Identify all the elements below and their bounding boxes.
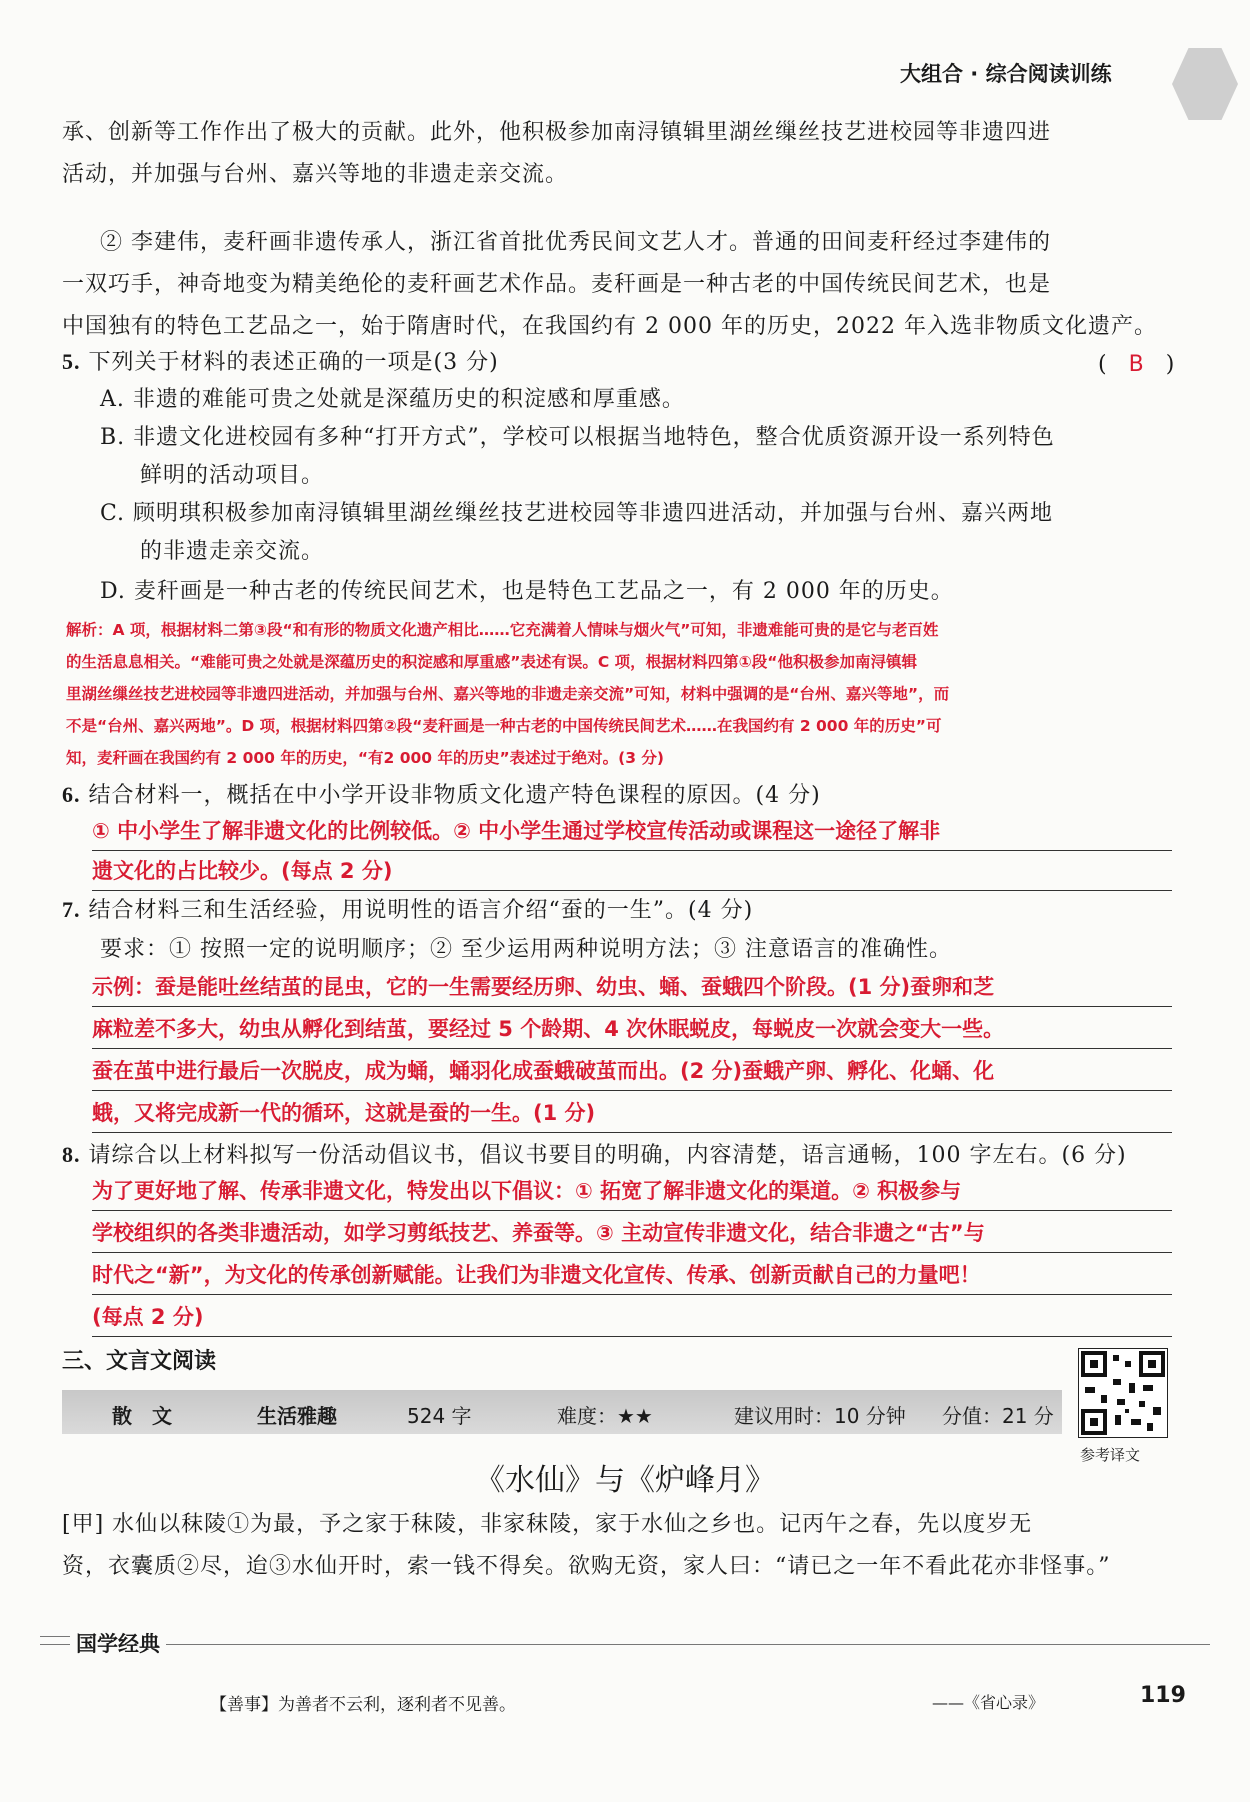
q6-stem: 6. 结合材料一，概括在中小学开设非物质文化遗产特色课程的原因。(4 分): [62, 782, 821, 808]
passage-title: 《水仙》与《炉峰月》: [475, 1463, 775, 1498]
section-title: 三、文言文阅读: [62, 1349, 217, 1374]
passage-line: 活动，并加强与台州、嘉兴等地的非遗走亲交流。: [62, 162, 569, 187]
band-time: 建议用时：10 分钟: [734, 1404, 906, 1428]
q8-answer: 为了更好地了解、传承非遗文化，特发出以下倡议：① 拓宽了解非遗文化的渠道。② 积极参与: [92, 1172, 1172, 1211]
q5-stem: 5. 下列关于材料的表述正确的一项是(3 分): [62, 349, 499, 375]
q5-option: C. 顾明琪积极参加南浔镇辑里湖丝缫丝技艺进校园等非遗四进活动，并加强与台州、嘉兴两地: [100, 501, 1054, 526]
q5-answer: ( B ): [1098, 352, 1175, 377]
q6-answer: 遗文化的占比较少。(每点 2 分): [92, 852, 1172, 891]
q7-answer: 麻粒差不多大，幼虫从孵化到结茧，要经过 5 个龄期、4 次休眠蜕皮，每蜕皮一次就会变大一些。: [92, 1010, 1172, 1049]
q5-option: B. 非遗文化进校园有多种“打开方式”，学校可以根据当地特色，整合优质资源开设一系列特色: [100, 425, 1055, 450]
q5-explanation: 知，麦秆画在我国约有 2 000 年的历史，“有2 000 年的历史”表述过于绝对。(3 分): [66, 749, 664, 767]
header-title: 大组合 · 综合阅读训练: [900, 62, 1112, 86]
q7-stem: 7. 结合材料三和生活经验，用说明性的语言介绍“蚕的一生”。(4 分): [62, 897, 754, 923]
hexagon-decoration: [1172, 48, 1238, 120]
band-difficulty: 难度：★★: [557, 1404, 653, 1428]
q5-option: D. 麦秆画是一种古老的传统民间艺术，也是特色工艺品之一，有 2 000 年的历史。: [100, 579, 954, 604]
band-genre: 散 文: [112, 1404, 172, 1428]
q5-option: 的非遗走亲交流。: [140, 539, 325, 564]
passage-line: ② 李建伟，麦秆画非遗传承人，浙江省首批优秀民间文艺人才。普通的田间麦秆经过李建伟的: [100, 230, 1051, 255]
q8-answer: 学校组织的各类非遗活动，如学习剪纸技艺、养蚕等。③ 主动宣传非遗文化，结合非遗之“古”与: [92, 1214, 1172, 1253]
band-theme: 生活雅趣: [257, 1404, 337, 1428]
footer-rule: [40, 1644, 1210, 1645]
classical-text-line: [甲] 水仙以秣陵①为最，予之家于秣陵，非家秣陵，家于水仙之乡也。记丙午之春，先以度岁无: [62, 1512, 1033, 1537]
classical-text-line: 资，衣囊质②尽，迨③水仙开时，索一钱不得矣。欲购无资，家人曰：“请已之一年不看此花亦非怪事。”: [62, 1554, 1111, 1579]
passage-line: 一双巧手，神奇地变为精美绝伦的麦秆画艺术作品。麦秆画是一种古老的中国传统民间艺术，也是: [62, 272, 1052, 297]
band-score: 分值：21 分: [942, 1404, 1054, 1428]
footer-source: ——《省心录》: [932, 1693, 1045, 1712]
q8-answer: (每点 2 分): [92, 1298, 1172, 1337]
page-number: 119: [1140, 1683, 1186, 1708]
footer-motto: 【善事】为善者不云利，逐利者不见善。: [210, 1695, 516, 1715]
q6-answer: ① 中小学生了解非遗文化的比例较低。② 中小学生通过学校宣传活动或课程这一途径了解非: [92, 812, 1172, 851]
footer-rule-left: [40, 1636, 70, 1637]
q5-option: A. 非遗的难能可贵之处就是深蕴历史的积淀感和厚重感。: [100, 387, 685, 412]
q7-answer: 蚕在茧中进行最后一次脱皮，成为蛹，蛹羽化成蚕蛾破茧而出。(2 分)蚕蛾产卵、孵化、化蛹、化: [92, 1052, 1172, 1091]
q5-explanation: 的生活息息相关。“难能可贵之处就是深蕴历史的积淀感和厚重感”表述有误。C 项，根据材料四第①段“他积极参加南浔镇辑: [66, 653, 917, 671]
q7-requirement: 要求：① 按照一定的说明顺序；② 至少运用两种说明方法；③ 注意语言的准确性。: [100, 937, 952, 962]
passage-line: 中国独有的特色工艺品之一，始于隋唐时代，在我国约有 2 000 年的历史，2022 年入选非物质文化遗产。: [62, 314, 1157, 339]
qr-label: 参考译文: [1080, 1446, 1141, 1464]
info-band: [62, 1390, 1062, 1434]
q5-explanation: 里湖丝缫丝技艺进校园等非遗四进活动，并加强与台州、嘉兴等地的非遗走亲交流”可知，材料中强调的是“台州、嘉兴等地”，而: [66, 685, 950, 703]
qr-code-icon[interactable]: [1078, 1348, 1168, 1438]
footer-label: 国学经典: [70, 1628, 166, 1658]
q8-answer: 时代之“新”，为文化的传承创新赋能。让我们为非遗文化宣传、传承、创新贡献自己的力量吧！: [92, 1256, 1172, 1295]
q5-option: 鲜明的活动项目。: [140, 463, 325, 488]
q7-answer: 蛾，又将完成新一代的循环，这就是蚕的一生。(1 分): [92, 1094, 1172, 1133]
q7-answer: 示例：蚕是能吐丝结茧的昆虫，它的一生需要经历卵、幼虫、蛹、蚕蛾四个阶段。(1 分)蚕卵和芝: [92, 968, 1172, 1007]
passage-line: 承、创新等工作作出了极大的贡献。此外，他积极参加南浔镇辑里湖丝缫丝技艺进校园等非遗四进: [62, 120, 1052, 145]
band-words: 524 字: [407, 1404, 472, 1428]
q8-stem: 8. 请综合以上材料拟写一份活动倡议书，倡议书要目的明确，内容清楚，语言通畅，100 字左右。(6 分): [62, 1142, 1127, 1168]
q5-explanation: 解析：A 项，根据材料二第③段“和有形的物质文化遗产相比……它充满着人情味与烟火气”可知，非遗难能可贵的是它与老百姓: [66, 621, 939, 639]
q5-explanation: 不是“台州、嘉兴两地”。D 项，根据材料四第②段“麦秆画是一种古老的中国传统民间艺术……在我国约有 2 000 年的历史”可: [66, 717, 942, 735]
